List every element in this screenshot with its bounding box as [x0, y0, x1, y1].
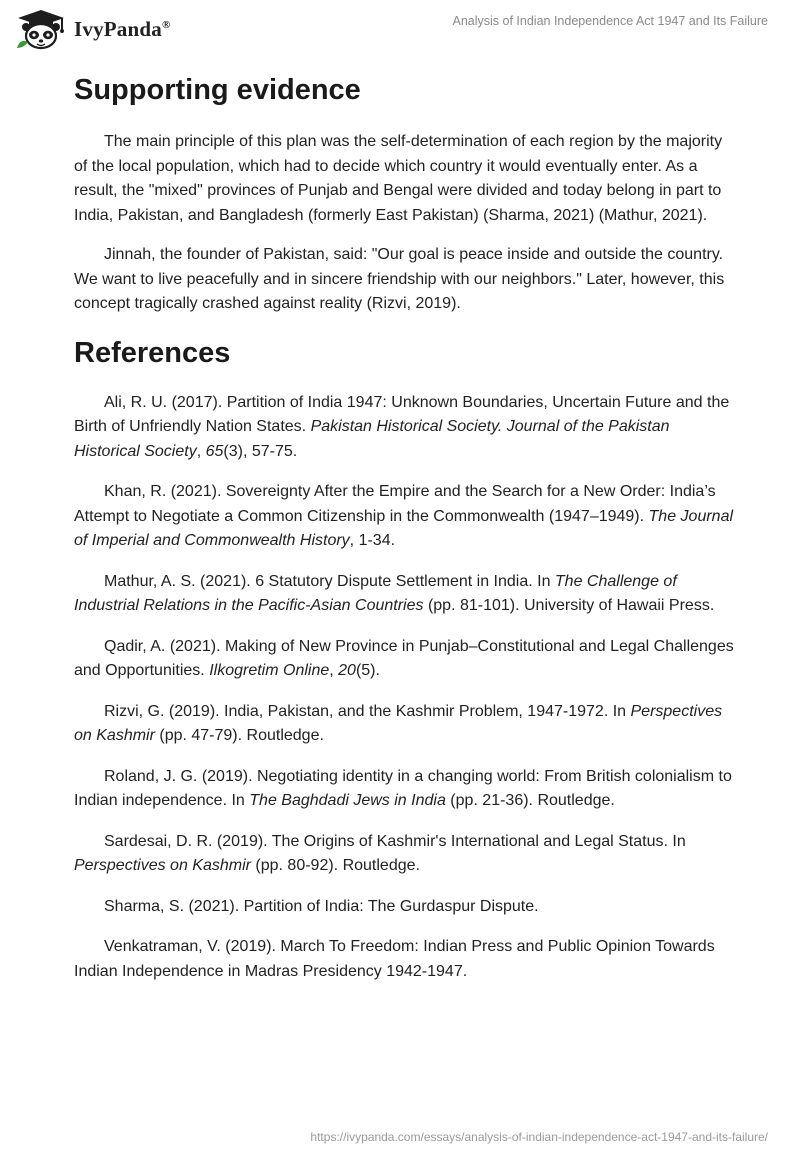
page-header	[0, 0, 800, 60]
section-heading: References	[74, 336, 231, 369]
reference-item: Qadir, A. (2021). Making of New Province in Punjab–Constitutional and Legal Challenges and Opportunities. Ilkogretim Online, 20(5).	[74, 637, 734, 679]
paragraph: Jinnah, the founder of Pakistan, said: "Our goal is peace inside and outside the country. We want to live peacefully and in sincere friendship with our neighbors." Later, however, this concept tragically crashed against reality (Rizvi, 2019).	[74, 246, 725, 312]
reference-item: Mathur, A. S. (2021). 6 Statutory Dispute Settlement in India. In The Challenge of Industrial Relations in the Pacific-Asian Countries (pp. 81-101). University of Hawaii Press.	[74, 572, 715, 614]
reference-item: Venkatraman, V. (2019). March To Freedom: Indian Press and Public Opinion Towards Indian Independence in Madras Presidency 1942-1947.	[74, 938, 715, 980]
references-section	[74, 335, 734, 985]
reference-item: Rizvi, G. (2019). India, Pakistan, and the Kashmir Problem, 1947-1972. In Perspectives on Kashmir (pp. 47-79). Routledge.	[74, 702, 723, 744]
ivypanda-logo[interactable]	[14, 8, 170, 50]
source-url[interactable]: https://ivypanda.com/essays/analysis-of-indian-independence-act-1947-and-its-failure/	[310, 1130, 768, 1144]
reference-item: Roland, J. G. (2019). Negotiating identity in a changing world: From British colonialism to Indian independence. In The Baghdadi Jews in India (pp. 21-36). Routledge.	[74, 767, 732, 809]
reference-item: Sharma, S. (2021). Partition of India: The Gurdaspur Dispute.	[104, 897, 539, 915]
reference-item: Ali, R. U. (2017). Partition of India 1947: Unknown Boundaries, Uncertain Future and the Birth of Unfriendly Nation States. Pakistan Historical Society. Journal of the Pakistan Historical Society, 65(3), 57-75.	[74, 393, 730, 460]
paragraph: The main principle of this plan was the self-determination of each region by the majority of the local population, which had to decide which country it would eventually enter. As a result, the "mixed" provinces of Punjab and Bengal were divided and today belong in part to India, Pakistan, and Bangladesh (formerly East Pakistan) (Sharma, 2021) (Mathur, 2021).	[74, 133, 723, 224]
reference-item: Sardesai, D. R. (2019). The Origins of Kashmir's International and Legal Status. In Perspectives on Kashmir (pp. 80-92). Routledge.	[74, 832, 686, 874]
document-title: Analysis of Indian Independence Act 1947 and Its Failure	[452, 14, 768, 28]
supporting-evidence-section	[74, 72, 734, 317]
logo-text: IvyPanda®	[74, 16, 171, 41]
document-body	[74, 72, 734, 984]
reference-item: Khan, R. (2021). Sovereignty After the Empire and the Search for a New Order: India’s Attempt to Negotiate a Common Citizenship in the Commonwealth (1947–1949). The Journal of Imperial and Commonwealth History, 1-34.	[74, 483, 734, 549]
panda-graduate-icon	[14, 8, 68, 50]
section-heading: Supporting evidence	[74, 74, 361, 106]
